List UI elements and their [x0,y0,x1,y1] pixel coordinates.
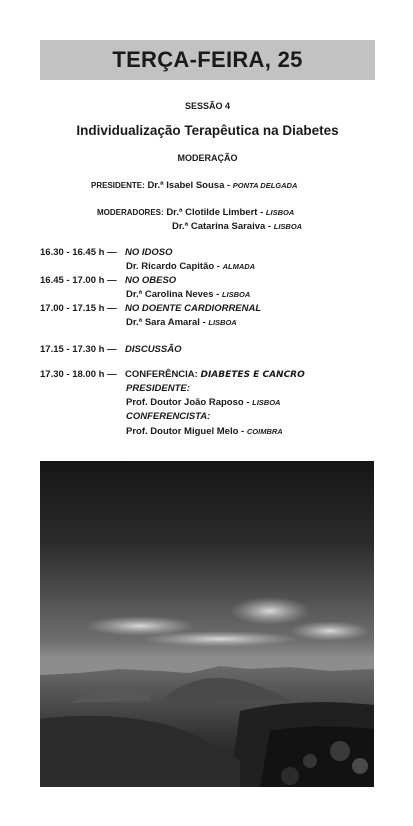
conference-president-name: Prof. Doutor João Raposo - [126,397,250,408]
program-item [40,303,261,314]
conference-president-label: PRESIDENTE: [126,383,190,394]
moderator-name: Dr.ª Clotilde Limbert - [166,207,264,218]
conference-speaker-city: COIMBRA [246,427,283,436]
program-time: 16.30 - 16.45 h — [40,247,117,258]
conference-title: DIABETES E CANCRO [200,370,305,380]
program-city: LISBOA [208,318,237,327]
program-time: 17.00 - 17.15 h — [40,303,117,314]
program-time: 16.45 - 17.00 h — [40,275,117,286]
moderator-city: LISBOA [265,208,295,217]
president-city: PONTA DELGADA [232,181,298,190]
session-title: Individualização Terapêutica na Diabetes [76,123,339,138]
president-role: PRESIDENTE: [91,181,145,190]
program-speaker-row [126,261,255,272]
president-row [91,180,297,191]
conference-speaker-name: Prof. Doutor Miguel Melo - [126,426,245,437]
conference-row [40,369,305,380]
conference-president-city: LISBOA [252,398,281,407]
moderator-row [172,221,302,232]
moderator-name: Dr.ª Catarina Saraiva - [172,221,272,232]
president-name: Dr.ª Isabel Sousa - [147,180,231,191]
session-label: SESSÃO 4 [184,101,231,111]
conference-time: 17.30 - 18.00 h — [40,369,117,380]
program-speaker: Dr.ª Carolina Neves - [126,289,220,300]
program-item [40,247,173,258]
conference-label: CONFERÊNCIA: [125,369,198,380]
program-city: LISBOA [221,290,251,299]
conference-speaker-label: CONFERENCISTA: [126,411,211,422]
moderators-role: MODERADORES: [97,208,164,217]
landscape-illustration [40,461,374,787]
landscape-photo [40,461,374,787]
program-item [40,275,176,286]
program-item [40,344,181,355]
conference-president-row [126,397,280,408]
program-speaker-row [126,317,237,328]
moderator-city: LISBOA [273,222,303,231]
day-banner [40,40,375,80]
moderator-row [97,207,294,218]
program-topic: NO OBESO [125,275,177,286]
conference-speaker-row [126,426,283,437]
day-title: TERÇA-FEIRA, 25 [112,47,303,72]
program-speaker: Dr.ª Sara Amaral - [126,317,206,328]
program-topic: DISCUSSÃO [125,344,182,355]
program-city: ALMADA [222,262,256,271]
program-topic: NO IDOSO [125,247,173,258]
moderation-label: MODERAÇÃO [177,153,238,163]
program-topic: NO DOENTE CARDIORRENAL [125,303,262,314]
program-speaker-row [126,289,250,300]
program-speaker: Dr. Ricardo Capitão - [126,261,220,272]
program-time: 17.15 - 17.30 h — [40,344,117,355]
